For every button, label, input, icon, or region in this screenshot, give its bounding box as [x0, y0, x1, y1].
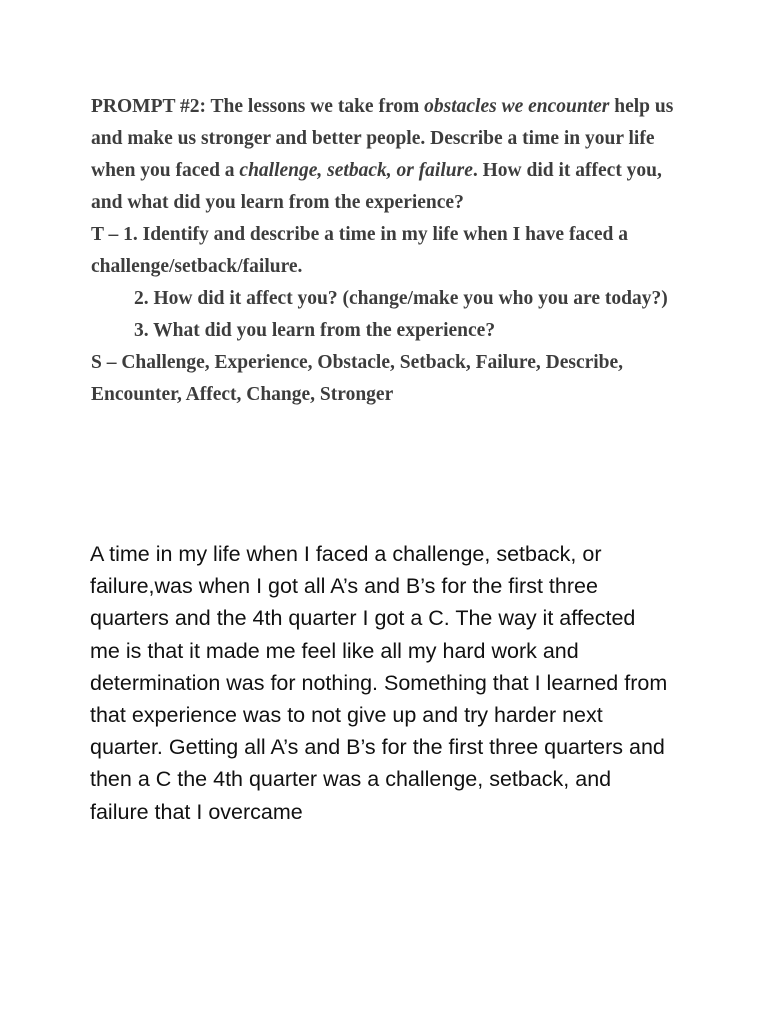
prompt-section [91, 91, 691, 411]
prompt-text-part-2: help us and make us stronger and better people. Describe a time in your life when you faced a [91, 96, 674, 181]
prompt-emphasis-challenge: challenge, setback, or failure [239, 160, 473, 181]
student-response: A time in my life when I faced a challenge, setback, or failure,was when I got all A’s and B’s for the first three quarters and the 4th quarter I got a C. The way it affected me is that it made me feel like all my hard work and determination was for nothing. Something that I learned from that experience was to not give up and try harder next quarter. Getting all A’s and B’s for the first three quarters and then a C the 4th quarter was a challenge, setback, and failure that I overcame [90, 542, 668, 824]
vocabulary-list: S – Challenge, Experience, Obstacle, Setback, Failure, Describe, Encounter, Affect, Change, Stronger [91, 352, 624, 405]
prompt-emphasis-obstacles: obstacles we encounter [424, 96, 610, 117]
task-3: 3. What did you learn from the experience? [134, 320, 496, 341]
prompt-label: PROMPT #2: [91, 96, 207, 117]
prompt-text [91, 91, 691, 219]
task-2: 2. How did it affect you? (change/make you who you are today?) [134, 288, 668, 309]
prompt-text-part-3: . How did it affect you, and what did you learn from the experience? [91, 160, 662, 213]
prompt-text-part-1: The lessons we take from [206, 96, 425, 117]
task-1: T – 1. Identify and describe a time in my life when I have faced a challenge/setback/failure. [91, 224, 628, 277]
